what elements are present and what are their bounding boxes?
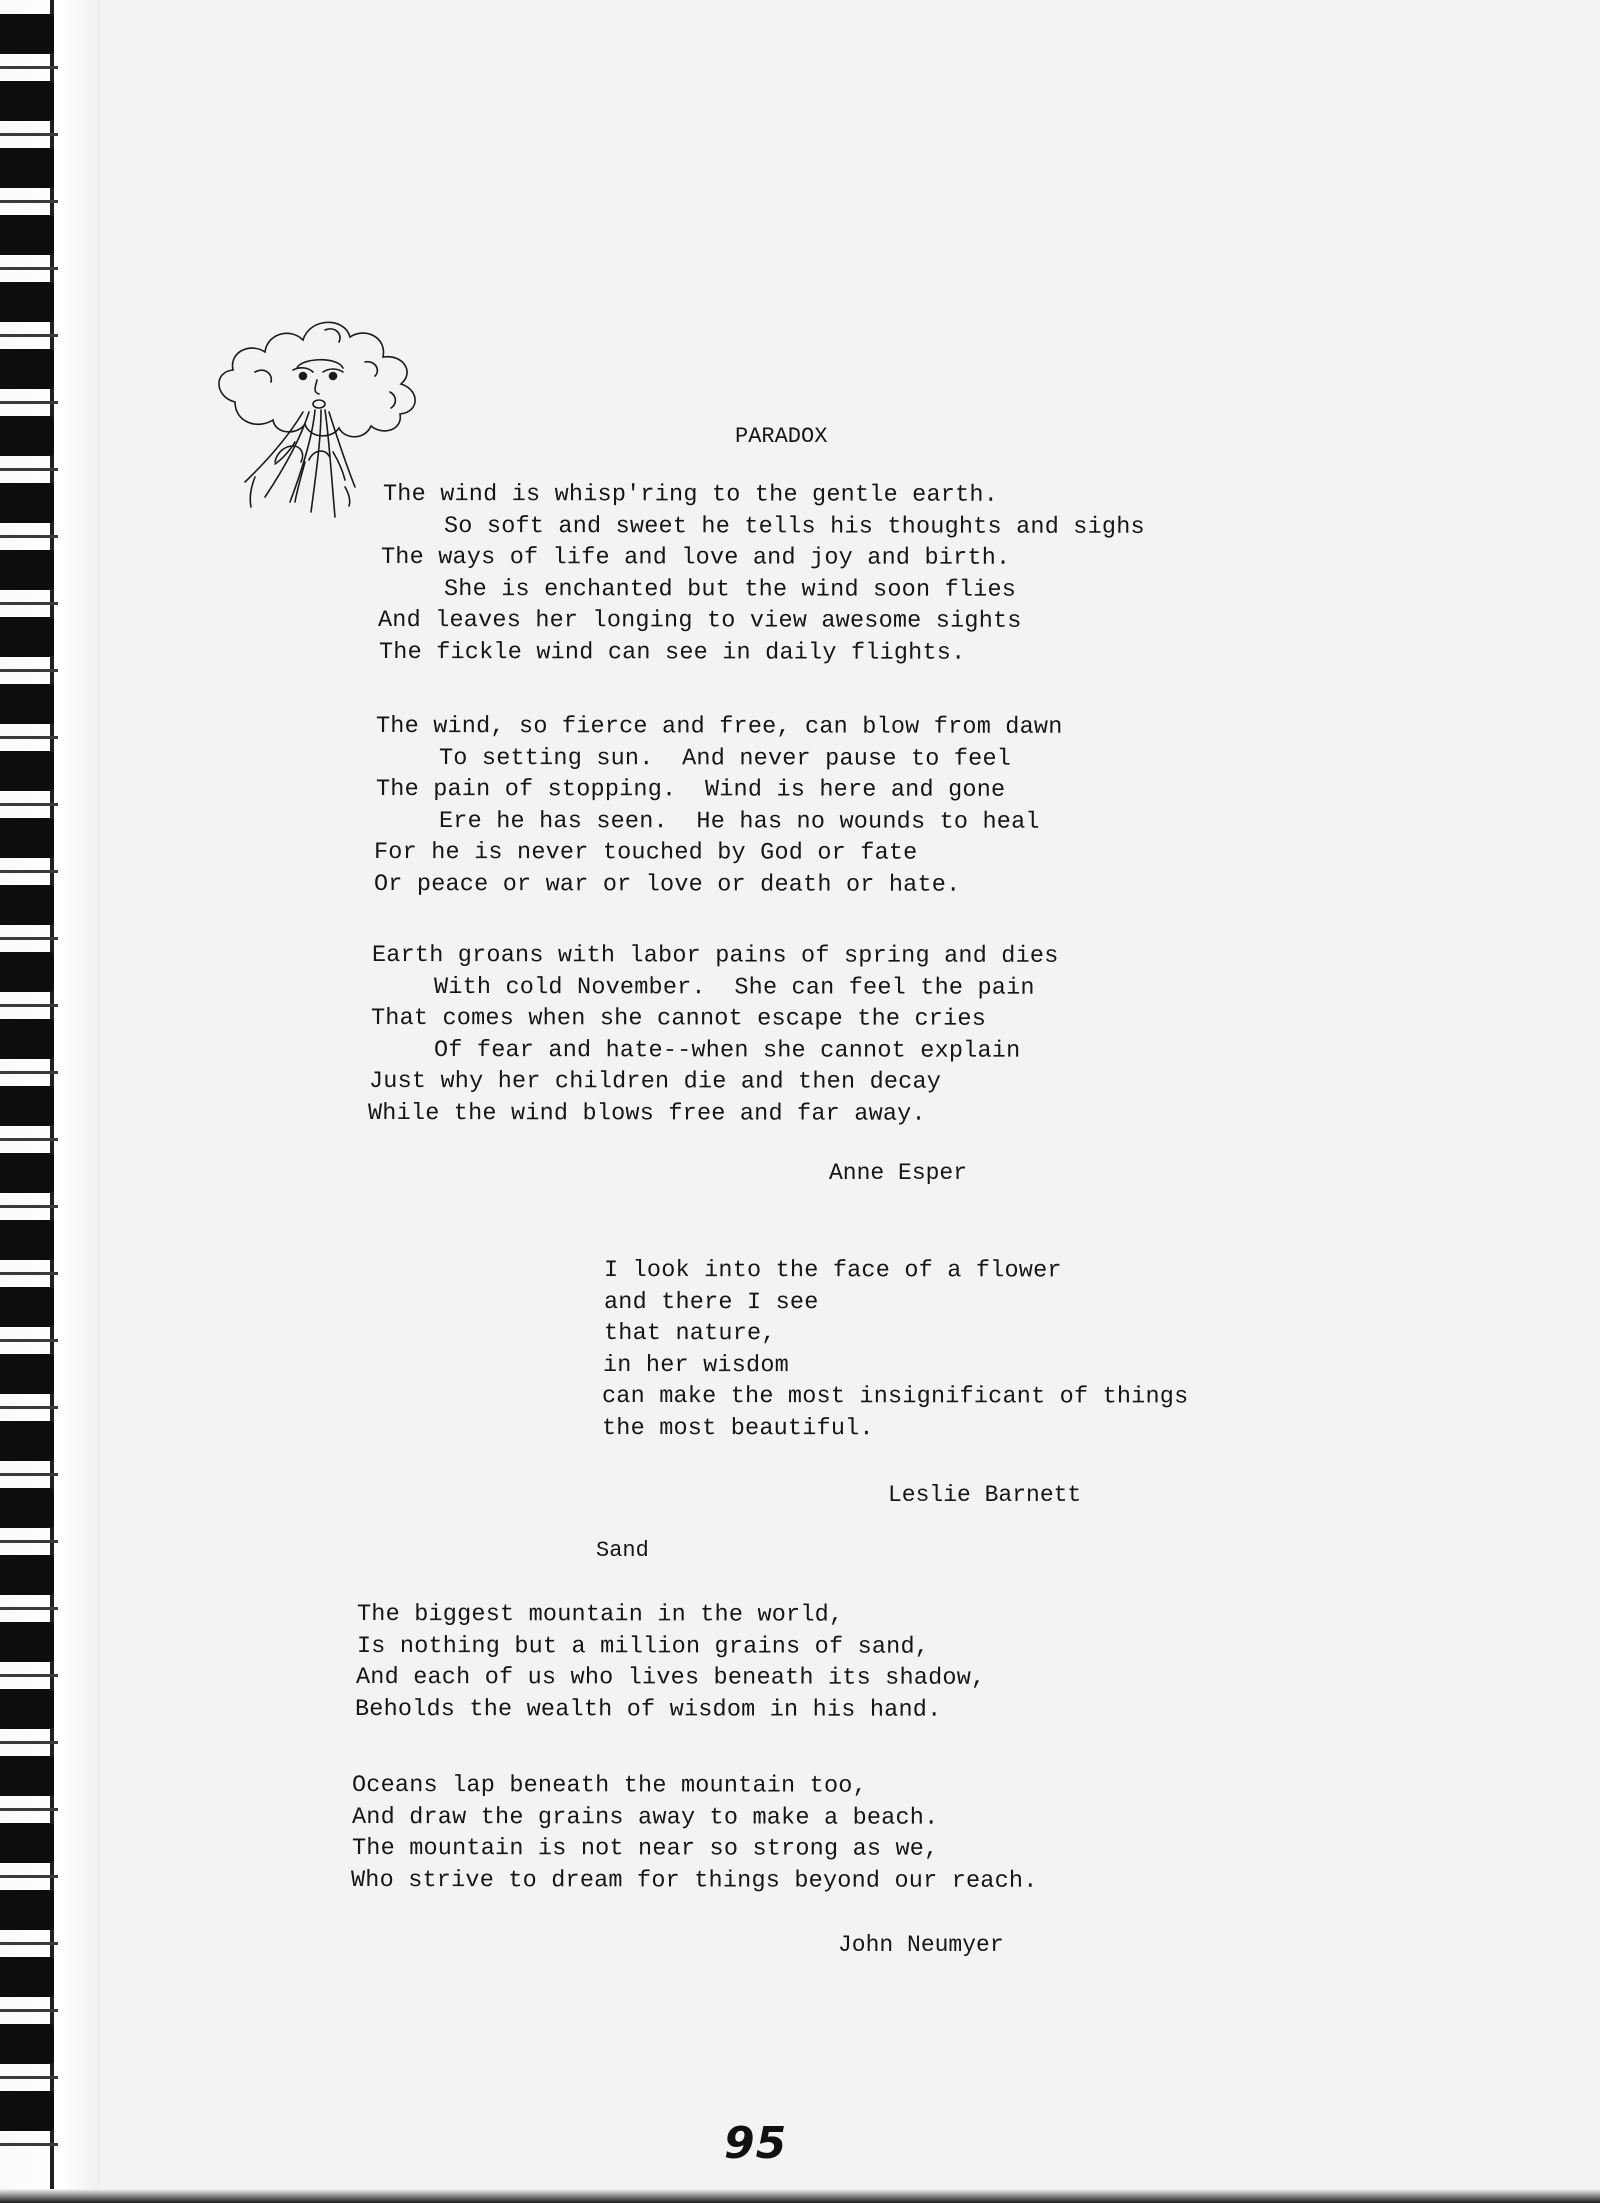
- poem-line: Or peace or war or love or death or hate.: [373, 870, 961, 899]
- binding-ring: [0, 1756, 54, 1796]
- binding-ring: [0, 1823, 54, 1863]
- binding-ring-shadow: [0, 1741, 58, 1744]
- binding-ring-shadow: [0, 602, 58, 605]
- binding-ring-shadow: [0, 2143, 58, 2146]
- binding-ring-shadow: [0, 1607, 58, 1610]
- binding-ring-shadow: [0, 1004, 58, 1007]
- binding-ring: [0, 1890, 54, 1930]
- binding-ring: [0, 751, 54, 791]
- binding-ring-shadow: [0, 937, 58, 940]
- binding-ring-shadow: [0, 1339, 58, 1342]
- binding-ring-shadow: [0, 1942, 58, 1945]
- binding-ring-shadow: [0, 1406, 58, 1409]
- page-number: 95: [724, 2118, 788, 2169]
- poem-line: Who strive to dream for things beyond our reach.: [350, 1866, 1038, 1895]
- poem-line: Is nothing but a million grains of sand,: [356, 1632, 930, 1661]
- binding-ring: [0, 1086, 54, 1126]
- poem-line: With cold November. She can feel the pain: [433, 973, 1035, 1002]
- binding-ring: [0, 1689, 54, 1729]
- binding-ring-shadow: [0, 1272, 58, 1275]
- spiral-binding: [0, 0, 100, 2203]
- poem-line: That comes when she cannot escape the cries: [370, 1005, 987, 1033]
- binding-ring-shadow: [0, 803, 58, 806]
- poem-title: PARADOX: [735, 424, 828, 449]
- poem-line: the most beautiful.: [601, 1414, 874, 1442]
- poem-line: So soft and sweet he tells his thoughts and sighs: [443, 512, 1145, 541]
- binding-ring-shadow: [0, 133, 58, 136]
- binding-ring-shadow: [0, 1205, 58, 1208]
- binding-ring: [0, 1622, 54, 1662]
- poem-line: can make the most insignificant of things: [601, 1383, 1189, 1411]
- poem-line: and there I see: [603, 1288, 819, 1316]
- binding-ring-shadow: [0, 736, 58, 739]
- binding-ring-shadow: [0, 334, 58, 337]
- binding-ring: [0, 684, 54, 724]
- binding-ring: [0, 1019, 54, 1059]
- binding-ring: [0, 1220, 54, 1260]
- binding-ring: [0, 1555, 54, 1595]
- binding-ring: [0, 952, 54, 992]
- binding-ring: [0, 81, 54, 121]
- binding-ring: [0, 1421, 54, 1461]
- binding-ring: [0, 14, 54, 54]
- binding-ring-shadow: [0, 66, 58, 69]
- binding-ring: [0, 349, 54, 389]
- binding-ring: [0, 1354, 54, 1394]
- poem-line: Just why her children die and then decay: [368, 1068, 942, 1096]
- poem-line: The biggest mountain in the world,: [356, 1601, 844, 1629]
- binding-ring-shadow: [0, 1808, 58, 1811]
- binding-ring-shadow: [0, 1473, 58, 1476]
- binding-ring: [0, 148, 54, 188]
- page-bottom-edge: [0, 2189, 1600, 2203]
- binding-ring: [0, 617, 54, 657]
- poem-line: I look into the face of a flower: [603, 1257, 1062, 1285]
- poem-line: While the wind blows free and far away.: [367, 1099, 926, 1128]
- poem-line: in her wisdom: [602, 1351, 789, 1379]
- poem-title: Sand: [596, 1538, 649, 1563]
- poem-line: For he is never touched by God or fate: [373, 839, 918, 867]
- binding-ring: [0, 2091, 54, 2131]
- poem-author: Leslie Barnett: [888, 1482, 1082, 1508]
- binding-ring: [0, 483, 54, 523]
- poem-line: And draw the grains away to make a beach.: [351, 1803, 939, 1832]
- poem-line: She is enchanted but the wind soon flies: [443, 575, 1017, 604]
- poem-line: that nature,: [603, 1320, 776, 1348]
- binding-ring-shadow: [0, 200, 58, 203]
- poem-author: Anne Esper: [829, 1160, 968, 1186]
- binding-ring-shadow: [0, 1875, 58, 1878]
- poem-line: Oceans lap beneath the mountain too,: [351, 1772, 867, 1800]
- binding-ring: [0, 1287, 54, 1327]
- binding-ring-shadow: [0, 2009, 58, 2012]
- binding-ring: [0, 1153, 54, 1193]
- poem-line: Earth groans with labor pains of spring and dies: [371, 942, 1059, 970]
- poem-line: The mountain is not near so strong as we,: [351, 1835, 939, 1863]
- poem-line: And each of us who lives beneath its shadow,: [355, 1664, 986, 1692]
- poem-line: The wind is whisp'ring to the gentle earth.: [382, 481, 999, 509]
- binding-ring-shadow: [0, 2076, 58, 2079]
- binding-ring: [0, 1957, 54, 1997]
- poem-line: And leaves her longing to view awesome sights: [377, 607, 1022, 635]
- binding-ring: [0, 282, 54, 322]
- binding-ring-shadow: [0, 1138, 58, 1141]
- poem-author: John Neumyer: [838, 1932, 1004, 1958]
- poem-line: Of fear and hate--when she cannot explain: [433, 1036, 1021, 1065]
- binding-ring-shadow: [0, 1674, 58, 1677]
- binding-ring: [0, 818, 54, 858]
- binding-ring-shadow: [0, 401, 58, 404]
- binding-ring: [0, 2024, 54, 2064]
- binding-ring-shadow: [0, 535, 58, 538]
- binding-ring-shadow: [0, 468, 58, 471]
- binding-ring: [0, 215, 54, 255]
- binding-ring-shadow: [0, 1540, 58, 1543]
- binding-ring-shadow: [0, 870, 58, 873]
- poem-line: Beholds the wealth of wisdom in his hand.: [354, 1695, 942, 1724]
- binding-ring-shadow: [0, 1071, 58, 1074]
- poem-line: Ere he has seen. He has no wounds to heal: [438, 807, 1040, 836]
- binding-ring: [0, 1488, 54, 1528]
- binding-ring: [0, 885, 54, 925]
- wind-cloud-face-icon: [205, 312, 455, 552]
- poem-line: The fickle wind can see in daily flights.: [378, 638, 966, 667]
- poem-line: The ways of life and love and joy and birth.: [380, 544, 1011, 572]
- binding-ring-shadow: [0, 669, 58, 672]
- poem-line: The wind, so fierce and free, can blow from dawn: [375, 713, 1063, 741]
- poem-line: The pain of stopping. Wind is here and gone: [375, 776, 1006, 804]
- poem-line: To setting sun. And never pause to feel: [438, 744, 1012, 773]
- binding-ring-shadow: [0, 267, 58, 270]
- binding-ring: [0, 550, 54, 590]
- binding-ring: [0, 416, 54, 456]
